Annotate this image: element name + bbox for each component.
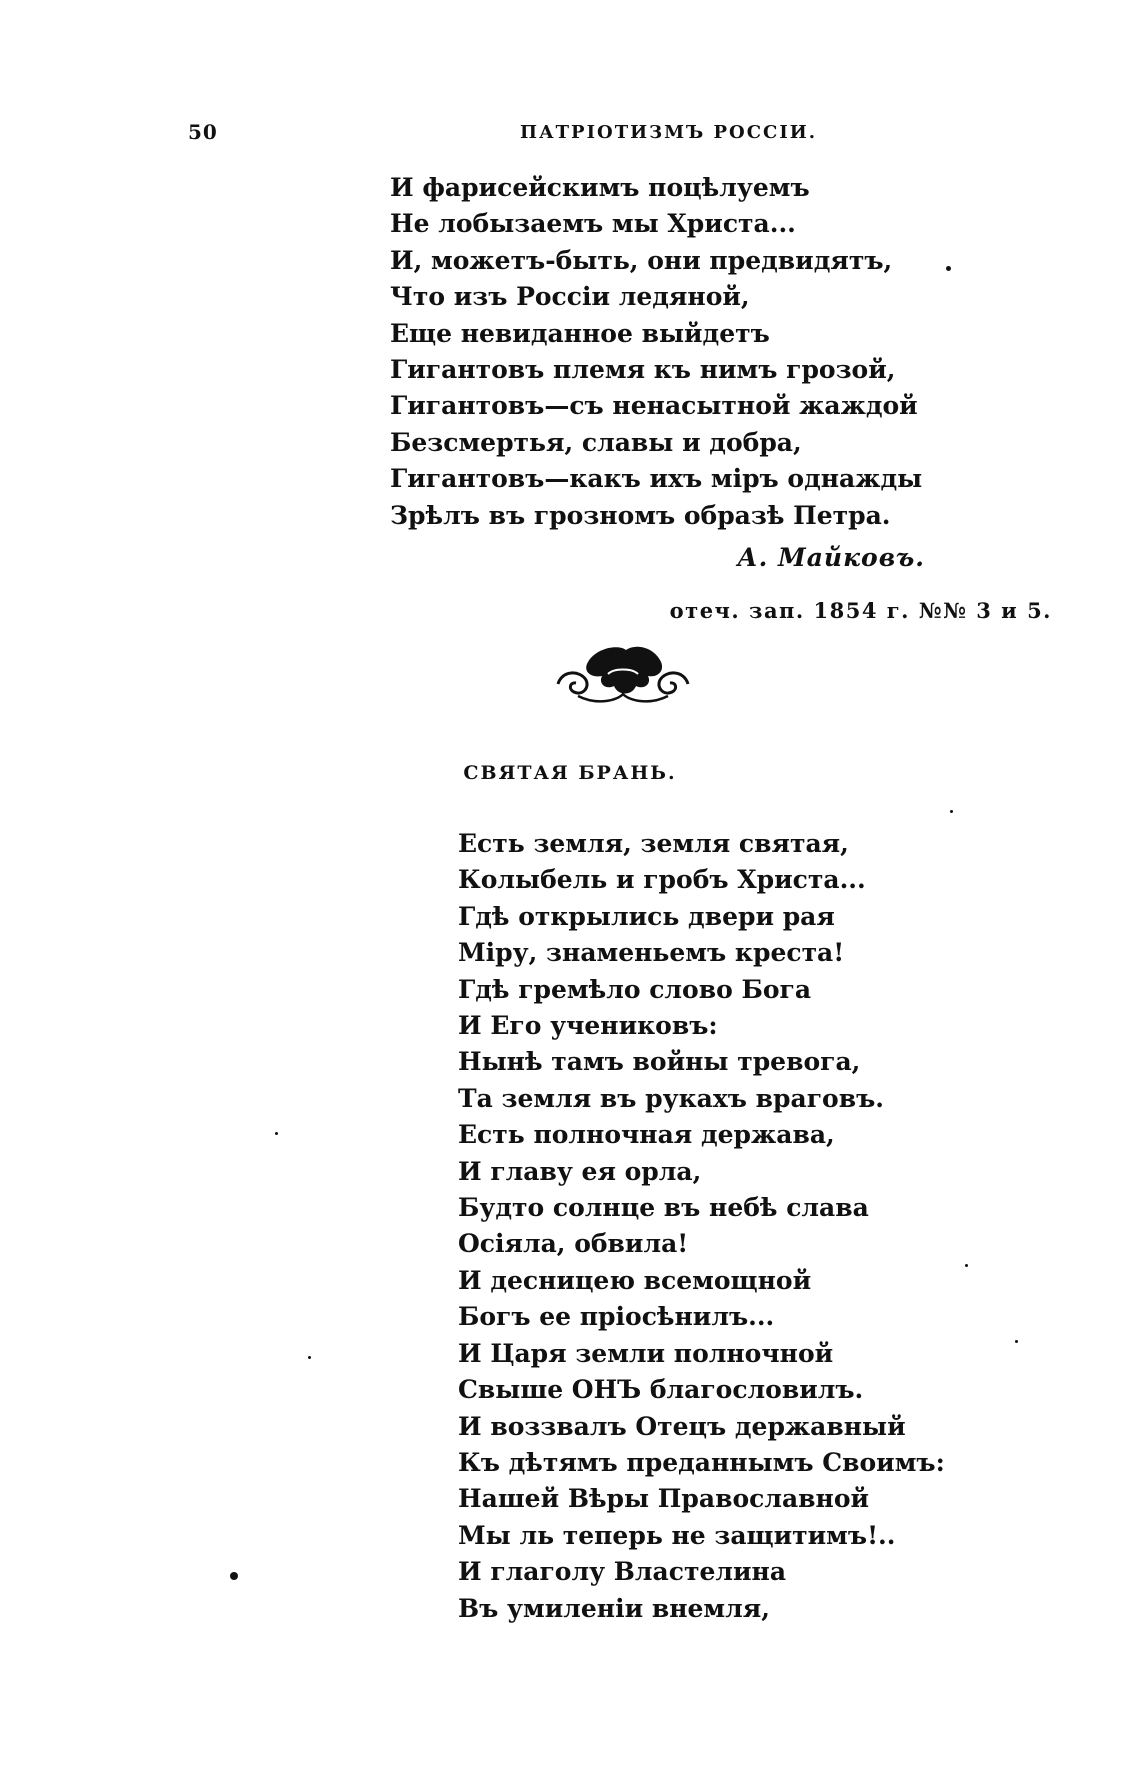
poem-2-title: СВЯТАЯ БРАНЬ. bbox=[463, 762, 677, 784]
poem-2 bbox=[458, 826, 945, 1627]
poem-author: А. Майковъ. bbox=[737, 543, 925, 572]
poem-line: Есть земля, земля святая, bbox=[458, 829, 849, 858]
poem-line: Богъ ее пріосѣнилъ... bbox=[458, 1302, 775, 1332]
poem-line: Гдѣ гремѣло слово Бога bbox=[458, 974, 812, 1004]
poem-line: Колыбель и гробъ Христа... bbox=[458, 865, 866, 895]
poem-line: Нынѣ тамъ войны тревога, bbox=[458, 1047, 861, 1077]
poem-line: И главу ея орла, bbox=[458, 1156, 702, 1186]
poem-line: Въ умиленіи внемля, bbox=[458, 1593, 770, 1623]
poem-line: Гигантовъ племя къ нимъ грозой, bbox=[390, 355, 896, 385]
poem-line: И, можетъ-быть, они предвидятъ, bbox=[390, 245, 893, 275]
poem-line: Что изъ Россіи ледяной, bbox=[390, 282, 750, 312]
scan-speck bbox=[946, 266, 951, 271]
scan-speck bbox=[1015, 1340, 1018, 1343]
poem-line: Гдѣ открылись двери рая bbox=[458, 901, 835, 931]
poem-line: Та земля въ рукахъ враговъ. bbox=[458, 1083, 884, 1113]
poem-line: Зрѣлъ въ грозномъ образѣ Петра. bbox=[390, 500, 891, 530]
scan-speck bbox=[230, 1572, 238, 1580]
poem-line: Еще невиданное выйдетъ bbox=[390, 318, 770, 348]
page-number: 50 bbox=[188, 120, 218, 144]
poem-line: И глаголу Властелина bbox=[458, 1557, 787, 1587]
poem-line: И Его учениковъ: bbox=[458, 1011, 718, 1041]
floral-vignette-icon bbox=[548, 640, 698, 712]
poem-line: Гигантовъ—какъ ихъ міръ однажды bbox=[390, 464, 923, 494]
scan-speck bbox=[965, 1264, 968, 1267]
poem-1 bbox=[390, 170, 922, 534]
scan-speck bbox=[275, 1132, 278, 1135]
poem-line: Мы ль теперь не защитимъ!.. bbox=[458, 1520, 896, 1550]
poem-line: Нашей Вѣры Православной bbox=[458, 1484, 870, 1514]
scan-speck bbox=[308, 1356, 311, 1359]
scan-speck bbox=[950, 810, 953, 813]
poem-line: Будто солнце въ небѣ слава bbox=[458, 1193, 869, 1223]
poem-line: Къ дѣтямъ преданнымъ Своимъ: bbox=[458, 1447, 945, 1477]
poem-line: Осіяла, обвила! bbox=[458, 1229, 689, 1259]
poem-line: И фарисейскимъ поцѣлуемъ bbox=[390, 173, 810, 202]
poem-line: Есть полночная держава, bbox=[458, 1120, 835, 1150]
poem-line: Гигантовъ—съ ненасытной жаждой bbox=[390, 391, 918, 421]
poem-line: Свыше ОНЪ благословилъ. bbox=[458, 1375, 864, 1405]
poem-line: И Царя земли полночной bbox=[458, 1338, 834, 1368]
poem-line: Не лобызаемъ мы Христа... bbox=[390, 209, 796, 239]
running-head: ПАТРІОТИЗМЪ РОССІИ. bbox=[520, 122, 818, 143]
poem-line: И десницею всемощной bbox=[458, 1265, 812, 1295]
poem-source: отеч. зап. 1854 г. №№ 3 и 5. bbox=[669, 598, 1052, 623]
poem-line: Міру, знаменьемъ креста! bbox=[458, 938, 845, 968]
poem-line: И воззвалъ Отецъ державный bbox=[458, 1411, 906, 1441]
poem-line: Безсмертья, славы и добра, bbox=[390, 427, 802, 457]
